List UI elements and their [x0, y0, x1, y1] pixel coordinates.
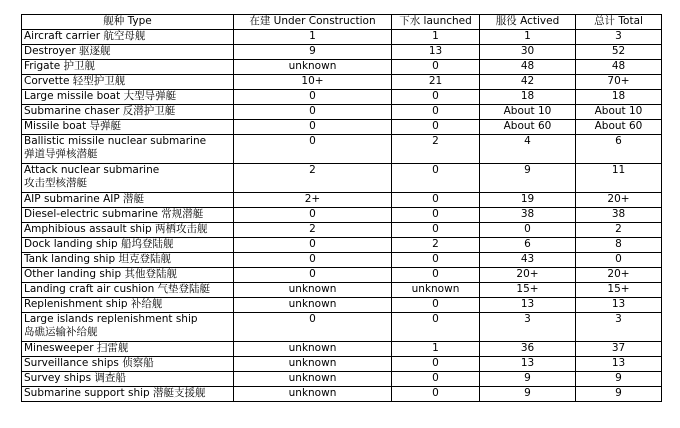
cell-launched: 0 [392, 313, 480, 342]
cell-actived: 20+ [480, 268, 576, 283]
cell-total: 37 [576, 342, 662, 357]
cell-launched: 0 [392, 268, 480, 283]
cell-type [22, 357, 234, 372]
cell-under-construction: unknown [234, 283, 392, 298]
type-line: Missile boat 导弹艇 [24, 120, 122, 132]
cell-launched: 0 [392, 372, 480, 387]
table-row [22, 268, 662, 283]
table-body [22, 30, 662, 402]
type-line: Large islands replenishment ship [24, 313, 198, 325]
cell-launched: 0 [392, 387, 480, 402]
cell-type [22, 283, 234, 298]
cell-type [22, 75, 234, 90]
type-line: 岛礁运输补给舰 [24, 326, 98, 338]
cell-under-construction: 2+ [234, 193, 392, 208]
cell-total: 0 [576, 253, 662, 268]
cell-type [22, 298, 234, 313]
cell-total: 9 [576, 387, 662, 402]
table-row [22, 105, 662, 120]
cell-under-construction: 0 [234, 105, 392, 120]
table-row [22, 298, 662, 313]
type-line: Dock landing ship 船坞登陆舰 [24, 238, 174, 250]
table-row [22, 387, 662, 402]
cell-total: 18 [576, 90, 662, 105]
cell-total: 52 [576, 45, 662, 60]
table-row [22, 120, 662, 135]
cell-total: 13 [576, 298, 662, 313]
table-row [22, 30, 662, 45]
cell-launched: 0 [392, 90, 480, 105]
table-row [22, 313, 662, 342]
cell-actived: 3 [480, 313, 576, 342]
cell-type [22, 253, 234, 268]
cell-actived: 4 [480, 135, 576, 164]
cell-actived: 13 [480, 357, 576, 372]
cell-actived: About 60 [480, 120, 576, 135]
cell-launched: unknown [392, 283, 480, 298]
type-line: Ballistic missile nuclear submarine [24, 135, 207, 147]
cell-total: 48 [576, 60, 662, 75]
type-line: Tank landing ship 坦克登陆舰 [24, 253, 171, 265]
table-row [22, 135, 662, 164]
cell-under-construction: 0 [234, 120, 392, 135]
cell-actived: 38 [480, 208, 576, 223]
table-row [22, 372, 662, 387]
type-line: Attack nuclear submarine [24, 164, 160, 176]
cell-actived: 9 [480, 164, 576, 193]
cell-type [22, 30, 234, 45]
table-row [22, 75, 662, 90]
cell-launched: 0 [392, 120, 480, 135]
cell-under-construction: unknown [234, 298, 392, 313]
cell-type [22, 60, 234, 75]
cell-type [22, 193, 234, 208]
header-actived: 服役 Actived [480, 15, 576, 30]
cell-under-construction: unknown [234, 60, 392, 75]
type-line: 弹道导弹核潜艇 [24, 148, 98, 160]
cell-actived: 13 [480, 298, 576, 313]
cell-launched: 2 [392, 238, 480, 253]
cell-launched: 0 [392, 164, 480, 193]
header-type: 舰种 Type [22, 15, 234, 30]
cell-type [22, 105, 234, 120]
cell-under-construction: 2 [234, 223, 392, 238]
header-row [22, 15, 662, 30]
cell-launched: 0 [392, 357, 480, 372]
cell-type [22, 164, 234, 193]
cell-actived: 43 [480, 253, 576, 268]
cell-type [22, 238, 234, 253]
cell-actived: 9 [480, 372, 576, 387]
cell-type [22, 268, 234, 283]
cell-launched: 0 [392, 105, 480, 120]
cell-type [22, 90, 234, 105]
table-row [22, 283, 662, 298]
type-line: Other landing ship 其他登陆舰 [24, 268, 177, 280]
header-under-construction: 在建 Under Construction [234, 15, 392, 30]
cell-launched: 0 [392, 223, 480, 238]
cell-under-construction: 1 [234, 30, 392, 45]
cell-actived: 36 [480, 342, 576, 357]
cell-total: About 60 [576, 120, 662, 135]
cell-actived: 15+ [480, 283, 576, 298]
cell-type [22, 135, 234, 164]
cell-actived: 1 [480, 30, 576, 45]
cell-type [22, 342, 234, 357]
table-row [22, 238, 662, 253]
cell-total: 2 [576, 223, 662, 238]
cell-total: 20+ [576, 268, 662, 283]
type-line: 攻击型核潜艇 [24, 177, 87, 189]
cell-launched: 2 [392, 135, 480, 164]
cell-under-construction: 10+ [234, 75, 392, 90]
cell-under-construction: 0 [234, 268, 392, 283]
type-line: Large missile boat 大型导弹艇 [24, 90, 177, 102]
table-row [22, 90, 662, 105]
cell-launched: 0 [392, 60, 480, 75]
cell-total: 70+ [576, 75, 662, 90]
cell-actived: 42 [480, 75, 576, 90]
cell-under-construction: unknown [234, 372, 392, 387]
cell-actived: 30 [480, 45, 576, 60]
cell-launched: 0 [392, 208, 480, 223]
cell-type [22, 120, 234, 135]
cell-under-construction: 0 [234, 208, 392, 223]
cell-type [22, 208, 234, 223]
type-line: Amphibious assault ship 两栖攻击舰 [24, 223, 208, 235]
cell-total: 38 [576, 208, 662, 223]
cell-launched: 1 [392, 30, 480, 45]
cell-launched: 1 [392, 342, 480, 357]
cell-under-construction: unknown [234, 342, 392, 357]
cell-type [22, 372, 234, 387]
type-line: Aircraft carrier 航空母舰 [24, 30, 146, 42]
fleet-table [21, 14, 662, 402]
cell-total: 8 [576, 238, 662, 253]
type-line: Replenishment ship 补给舰 [24, 298, 163, 310]
type-line: AIP submarine AIP 潜艇 [24, 193, 145, 205]
type-line: Frigate 护卫舰 [24, 60, 96, 72]
cell-under-construction: unknown [234, 387, 392, 402]
cell-type [22, 223, 234, 238]
cell-under-construction: 0 [234, 238, 392, 253]
cell-launched: 0 [392, 193, 480, 208]
cell-total: 13 [576, 357, 662, 372]
cell-total: 6 [576, 135, 662, 164]
cell-actived: 6 [480, 238, 576, 253]
cell-under-construction: 2 [234, 164, 392, 193]
table-row [22, 60, 662, 75]
cell-actived: 9 [480, 387, 576, 402]
cell-under-construction: 9 [234, 45, 392, 60]
cell-actived: 19 [480, 193, 576, 208]
cell-launched: 0 [392, 298, 480, 313]
cell-launched: 21 [392, 75, 480, 90]
cell-total: 9 [576, 372, 662, 387]
type-line: Corvette 轻型护卫舰 [24, 75, 126, 87]
cell-total: About 10 [576, 105, 662, 120]
type-line: Survey ships 调查船 [24, 372, 126, 384]
cell-total: 11 [576, 164, 662, 193]
table-row [22, 342, 662, 357]
fleet-table-container [21, 14, 662, 402]
table-row [22, 208, 662, 223]
type-line: Submarine chaser 反潜护卫艇 [24, 105, 176, 117]
table-row [22, 193, 662, 208]
cell-under-construction: unknown [234, 357, 392, 372]
cell-actived: About 10 [480, 105, 576, 120]
table-row [22, 45, 662, 60]
cell-total: 3 [576, 30, 662, 45]
table-row [22, 223, 662, 238]
cell-total: 3 [576, 313, 662, 342]
cell-under-construction: 0 [234, 253, 392, 268]
cell-launched: 0 [392, 253, 480, 268]
type-line: Minesweeper 扫雷舰 [24, 342, 129, 354]
cell-under-construction: 0 [234, 313, 392, 342]
type-line: Landing craft air cushion 气垫登陆艇 [24, 283, 211, 295]
cell-total: 20+ [576, 193, 662, 208]
table-row [22, 164, 662, 193]
cell-launched: 13 [392, 45, 480, 60]
header-total: 总计 Total [576, 15, 662, 30]
type-line: Diesel-electric submarine 常规潜艇 [24, 208, 204, 220]
cell-type [22, 387, 234, 402]
cell-type [22, 45, 234, 60]
table-row [22, 357, 662, 372]
header-launched: 下水 launched [392, 15, 480, 30]
cell-actived: 0 [480, 223, 576, 238]
cell-actived: 48 [480, 60, 576, 75]
type-line: Submarine support ship 潜艇支援舰 [24, 387, 206, 399]
cell-under-construction: 0 [234, 90, 392, 105]
type-line: Destroyer 驱逐舰 [24, 45, 111, 57]
cell-actived: 18 [480, 90, 576, 105]
cell-total: 15+ [576, 283, 662, 298]
table-row [22, 253, 662, 268]
type-line: Surveillance ships 侦察船 [24, 357, 154, 369]
cell-under-construction: 0 [234, 135, 392, 164]
cell-type [22, 313, 234, 342]
